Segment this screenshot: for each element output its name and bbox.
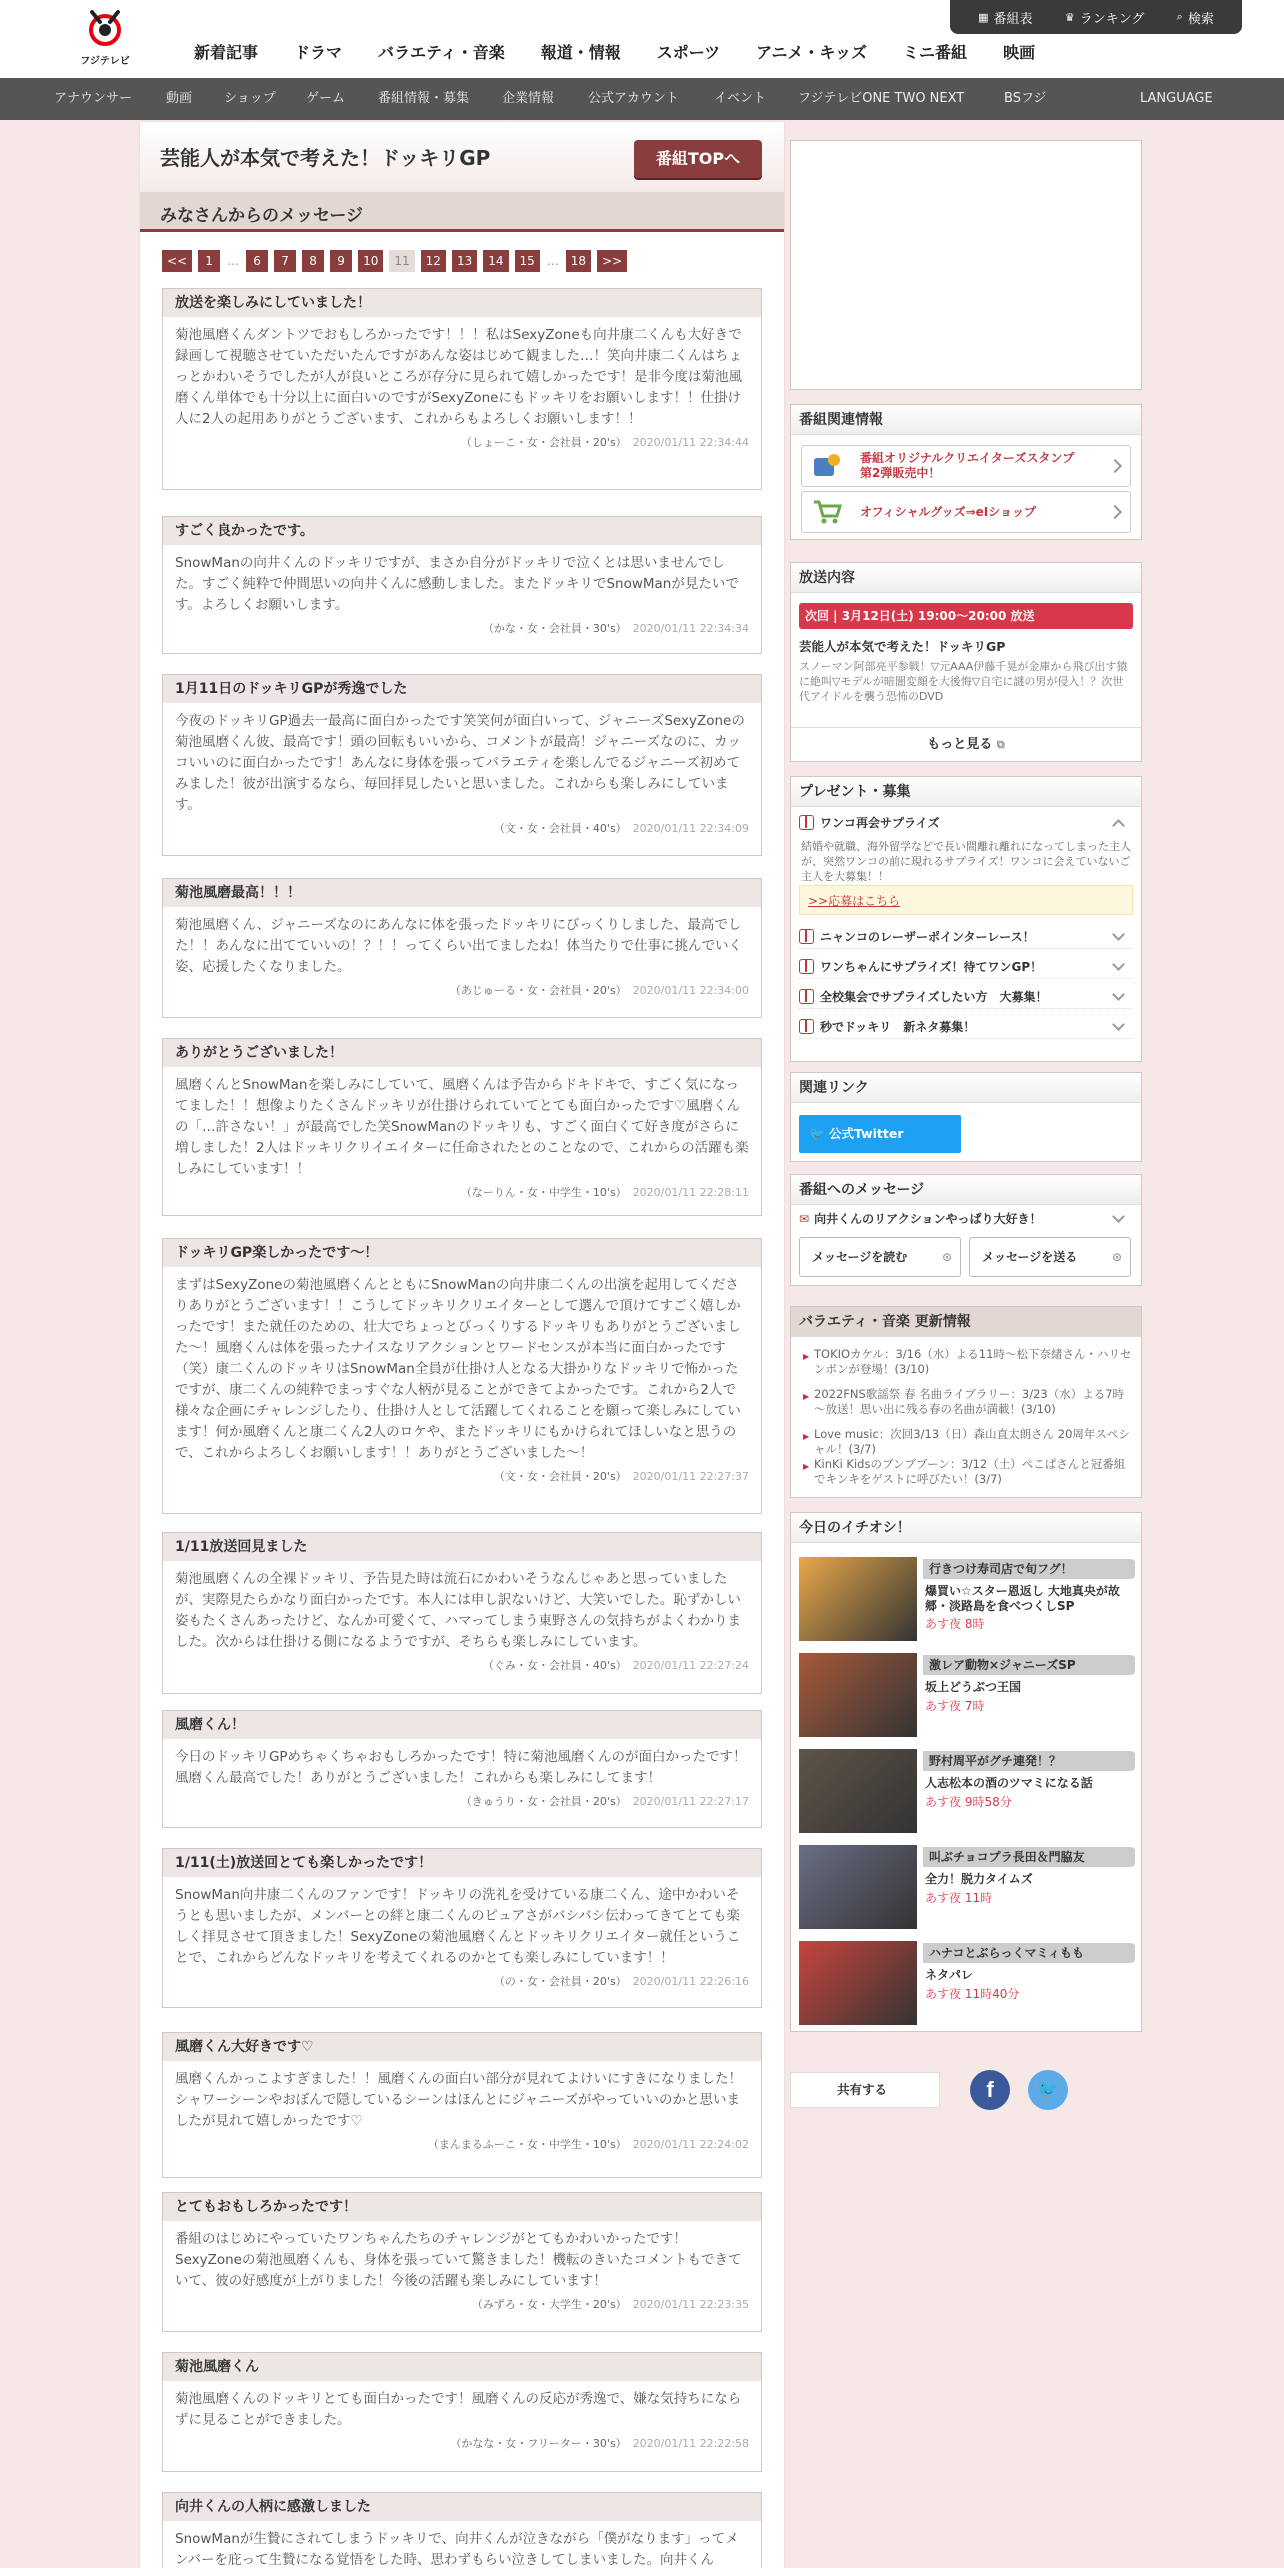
pager-link[interactable]: >> — [597, 250, 627, 272]
message-card — [162, 674, 762, 856]
mail-icon: ✉ — [799, 1212, 810, 1226]
message-body: 今夜のドッキリGP過去一最高に面白かったです笑笑何が面白いって、ジャニーズSexyZoneの菊池風磨くん彼、最高です！頭の回転もいいから、コメントが最高！ジャニーズなのに、カッコいいのに面白かったです！あんなに身体を張ってバラエティを楽しんでるジャニーズ初めてみました！彼が出演するなら、毎回拝見したいと思いました。これからも楽しみにしています。 — [175, 713, 745, 813]
present-apply-link[interactable]: >>応募はこちら — [799, 885, 1133, 915]
message-author: （みずろ・女・大学生・20's） — [471, 2298, 627, 2311]
message-meta — [163, 2431, 761, 2459]
subnav-language[interactable]: LANGUAGE — [1140, 91, 1213, 106]
onair-description: スノーマン阿部亮平参戦！▽元AAA伊藤千晃が金庫から飛び出す猿に絶叫▽モデルが暗闇変顔を大後悔▽自宅に謎の男が侵入！？次世代アイドルを襲う恐怖のDVD — [799, 660, 1128, 703]
send-message-button[interactable] — [969, 1237, 1131, 1277]
message-title: 風磨くん！ — [163, 1711, 761, 1739]
message-title: 1月11日のドッキリGPが秀逸でした — [163, 675, 761, 703]
pick-title: 今日のイチオシ！ — [791, 1513, 1141, 1543]
present-item-label: 秒でドッキリ 新ネタ募集！ — [820, 1020, 976, 1034]
message-meta — [163, 1789, 761, 1817]
program-title: 芸能人が本気で考えた！ドッキリGP — [160, 146, 491, 170]
message-date: 2020/01/11 22:27:37 — [632, 1470, 749, 1483]
chevron-up-icon — [1112, 819, 1125, 832]
onair-more-label: もっと見る — [927, 737, 993, 752]
pager-link[interactable]: 1 — [198, 250, 220, 272]
pick-tag: ハナコとぶらっくマミィもも — [923, 1943, 1135, 1963]
variety-updates-title: バラエティ・音楽 更新情報 — [791, 1307, 1141, 1337]
message-card — [162, 516, 762, 654]
nav-news-info[interactable]: 報道・情報 — [540, 43, 621, 62]
related-info-title: 番組関連情報 — [791, 405, 1141, 435]
message-meta — [163, 1969, 761, 1997]
message-title: 1/11放送回見ました — [163, 1533, 761, 1561]
sub-nav — [0, 78, 1284, 120]
related-info-box — [790, 404, 1142, 540]
variety-updates-box — [790, 1306, 1142, 1498]
update-item[interactable] — [803, 1427, 1133, 1457]
twitter-bird-icon: 🐦 — [809, 1126, 825, 1141]
message-card — [162, 1848, 762, 2008]
pager-link[interactable]: 9 — [330, 250, 352, 272]
grid-icon: ▦ — [978, 10, 989, 24]
message-author: （文・女・会社員・20's） — [493, 1470, 627, 1483]
message-body: まずはSexyZoneの菊池風磨くんとともにSnowManの向井康二くんの出演を起用してくださりありがとうございます！！こうしてドッキリクリエイターとして選んで頂けてすごく嬉しかったです！また就任のための、壮大でちょっとびっくりするドッキリもありがとうございました～！風磨くんは体を張ったナイスなリアクションとワードセンスが本当に面白かったです（笑）康二くんのドッキリはSnowMan全員が仕掛け人となる大掛かりなドッキリで怖かったですが、康二くんの純粋でまっすぐな人柄が見ることができてよかったです。これから2人で様々な企画にチャレンジしたり、仕掛け人として活躍してくれることを願って楽しみにしています！何か風磨くんと康二くん2人のロケや、またドッキリにもかけられてほしいなと思うので、これからよろしくお願いします！！ありがとうございました～！ — [175, 1277, 741, 1461]
pick-thumbnail — [799, 1653, 917, 1737]
stamp-icon — [812, 452, 842, 480]
subnav-events[interactable]: イベント — [714, 91, 767, 106]
message-meta — [163, 616, 761, 644]
goods-banner[interactable] — [801, 491, 1131, 533]
pager-link[interactable]: << — [162, 250, 192, 272]
pager-link[interactable]: 8 — [302, 250, 324, 272]
fujitv-logo[interactable] — [72, 8, 138, 70]
message-title: 1/11(土)放送回とても楽しかったです！ — [163, 1849, 761, 1877]
pick-item[interactable] — [799, 1941, 1135, 2039]
pick-tag: 野村周平がグチ連発！？ — [923, 1751, 1135, 1771]
tv-schedule-label: 番組表 — [993, 11, 1033, 27]
arrow-circle-icon: ⊙ — [941, 1250, 952, 1264]
message-body: 番組のはじめにやっていたワンちゃんたちのチャレンジがとてもかわいかったです！SexyZoneの菊池風磨くんも、身体を張っていて驚きました！機転のきいたコメントもできていて、彼の好感度が上がりました！今後の活躍も楽しみにしています！ — [175, 2231, 742, 2289]
pick-time: あす夜 9時58分 — [925, 1795, 1012, 1809]
message-card — [162, 2192, 762, 2332]
pick-box — [790, 1512, 1142, 2032]
message-title: とてもおもしろかったです！ — [163, 2193, 761, 2221]
pager-link[interactable]: 6 — [246, 250, 268, 272]
message-preview-row[interactable] — [799, 1207, 1133, 1231]
program-top-button[interactable]: 番組TOPへ — [634, 140, 762, 178]
crown-icon: ♛ — [1064, 10, 1075, 24]
pager-link[interactable]: 7 — [274, 250, 296, 272]
message-meta — [163, 816, 761, 844]
message-meta — [163, 2132, 761, 2160]
message-body: 菊池風磨くん、ジャニーズなのにあんなに体を張ったドッキリにびっくりしました、最高でした！！あんなに出てていいの！？！！ってくらい出てましたね！体当たりで仕事に挑んでいく姿、応援したくなりました。 — [175, 917, 742, 975]
ranking-label: ランキング — [1079, 11, 1145, 27]
ad-slot — [790, 140, 1142, 390]
message-body: 菊池風磨くんダントツでおもしろかったです！！！私はSexyZoneも向井康二くんも大好きで録画して視聴させていただいたんですがあんな姿はじめて観ました…！笑向井康二くんはちょっとかわいそうでしたが人が良いところが存分に見られて嬉しかったです！是非今度は菊池風磨くん単体でも十分以上に面白いのですがSexyZoneにもドッキリをお願いします！！仕掛け人に2人の起用ありがとうございます、これからもよろしくお願いします！！ — [175, 327, 742, 427]
logo-mark-icon — [86, 8, 124, 46]
message-date: 2020/01/11 22:26:16 — [632, 1975, 749, 1988]
gift-icon — [799, 929, 814, 944]
message-card — [162, 878, 762, 1018]
message-date: 2020/01/11 22:34:00 — [632, 984, 749, 997]
pick-item[interactable] — [799, 1749, 1135, 1847]
pick-title-text: 人志松本の酒のツマミになる話 — [925, 1776, 1093, 1790]
pick-item[interactable] — [799, 1557, 1135, 1655]
read-messages-button[interactable] — [799, 1237, 961, 1277]
message-body: SnowManの向井くんのドッキリですが、まさか自分がドッキリで泣くとは思いませんでした。すごく純粋で仲間思いの向井くんに感動しました。またドッキリでSnowManが見たいです。よろしくお願いします。 — [175, 555, 739, 613]
subnav-game[interactable]: ゲーム — [306, 91, 346, 106]
message-title: 菊池風磨最高！！！ — [163, 879, 761, 907]
subnav-shop[interactable]: ショップ — [224, 91, 276, 106]
pick-tag: 激レア動物×ジャニーズSP — [923, 1655, 1135, 1675]
message-date: 2020/01/11 22:23:35 — [632, 2298, 749, 2311]
present-item[interactable] — [799, 1015, 1133, 1039]
present-item-open[interactable] — [799, 811, 1133, 835]
pagination — [162, 250, 627, 272]
message-meta — [163, 1180, 761, 1208]
site-header — [0, 0, 1284, 78]
present-item[interactable] — [799, 925, 1133, 949]
subnav-one-two-next[interactable]: フジテレビONE TWO NEXT — [798, 91, 965, 106]
pager-current: 11 — [389, 250, 414, 272]
onair-more-button[interactable] — [791, 727, 1141, 761]
pick-time: あす夜 11時40分 — [925, 1987, 1020, 2001]
pager-link[interactable]: 15 — [515, 250, 540, 272]
present-open-description: 結婚や就職、海外留学などで長い間離れ離れになってしまった主人が、突然ワンコの前に現れるサプライズ！ワンコに会えていないご主人を大募集！！ — [801, 840, 1131, 883]
twitter-button[interactable] — [799, 1115, 961, 1153]
message-title: 放送を楽しみにしていました！ — [163, 289, 761, 317]
present-title: プレゼント・募集 — [791, 777, 1141, 807]
message-card — [162, 1532, 762, 1694]
pick-time: あす夜 8時 — [925, 1617, 985, 1631]
chevron-down-icon — [1112, 1210, 1125, 1223]
subnav-corporate[interactable]: 企業情報 — [502, 91, 555, 106]
search-link[interactable] — [1177, 8, 1214, 27]
nav-anime-kids[interactable]: アニメ・キッズ — [756, 43, 868, 62]
message-meta — [163, 2292, 761, 2320]
gift-icon — [799, 1019, 814, 1034]
present-item-label: ワンちゃんにサプライズ！待てワンGP！ — [820, 960, 1043, 974]
subnav-announcer[interactable]: アナウンサー — [54, 91, 133, 106]
message-body: 菊池風磨くんの全裸ドッキリ、予告見た時は流石にかわいそうなんじゃあと思っていましたが、実際見たらかなり面白かったです。本人には申し訳ないけど、大笑いでした。恥ずかしい姿もたくさんあったけど、なんか可愛くて、ハマってしまう東野さんの気持ちがよくわかりました。次からは仕掛ける側になるようですが、そちらも楽しみにしています。 — [175, 1571, 742, 1650]
stamp-banner-label: 番組オリジナルクリエイターズスタンプ 第2弾販売中！ — [860, 451, 1075, 480]
nav-new-articles[interactable]: 新着記事 — [194, 43, 259, 62]
pick-tag: 行きつけ寿司店で旬フグ！ — [923, 1559, 1135, 1579]
twitter-share-icon[interactable]: 🐦 — [1028, 2070, 1068, 2110]
search-icon: ⌕ — [1176, 10, 1183, 23]
pick-thumbnail — [799, 1749, 917, 1833]
read-messages-label: メッセージを読む — [812, 1250, 908, 1264]
present-box — [790, 776, 1142, 1062]
facebook-share-icon[interactable]: f — [970, 2070, 1010, 2110]
message-date: 2020/01/11 22:28:11 — [632, 1186, 749, 1199]
pick-title-text: 全力！脱力タイムズ — [925, 1872, 1033, 1886]
share-label: 共有する — [790, 2072, 940, 2108]
logo-text: フジテレビ — [80, 56, 130, 67]
message-card — [162, 2352, 762, 2472]
chevron-down-icon — [1112, 1018, 1125, 1031]
message-author: （の・女・会社員・20's） — [493, 1975, 627, 1988]
gift-icon — [799, 989, 814, 1004]
message-meta — [163, 978, 761, 1006]
subnav-video[interactable]: 動画 — [166, 91, 193, 106]
message-title: すごく良かったです。 — [163, 517, 761, 545]
pager-link[interactable]: 12 — [421, 250, 446, 272]
message-author: （なーりん・女・中学生・10's） — [460, 1186, 627, 1199]
pick-thumbnail — [799, 1845, 917, 1929]
message-meta — [163, 1464, 761, 1492]
message-meta — [163, 430, 761, 458]
program-message-title: 番組へのメッセージ — [791, 1175, 1141, 1205]
message-body: 風磨くんかっこよすぎました！！風磨くんの面白い部分が見れてよけいにすきになりました！シャワーシーンやおぼんで隠しているシーンはほんとにジャニーズがやっていいのかと思いましたが見れて嬉しかったです♡ — [175, 2071, 742, 2129]
pick-thumbnail — [799, 1557, 917, 1641]
message-author: （しょーこ・女・会社員・20's） — [460, 436, 627, 449]
pick-title-text: ネタパレ — [925, 1968, 973, 1982]
search-label: 検索 — [1187, 11, 1214, 27]
update-item[interactable] — [803, 1387, 1133, 1417]
cart-icon — [812, 498, 842, 526]
message-date: 2020/01/11 22:34:44 — [632, 436, 749, 449]
message-author: （ぐみ・女・会社員・40's） — [482, 1659, 627, 1672]
message-card — [162, 1710, 762, 1828]
message-author: （かなな・女・フリーター・30's） — [450, 2437, 627, 2450]
update-item[interactable] — [803, 1347, 1133, 1377]
message-date: 2020/01/11 22:34:09 — [632, 822, 749, 835]
message-title: 向井くんの人柄に感激しました — [163, 2493, 761, 2521]
nav-sports[interactable]: スポーツ — [656, 43, 721, 62]
messages-section-header — [140, 192, 784, 232]
present-item[interactable] — [799, 985, 1133, 1009]
message-card — [162, 1238, 762, 1514]
messages-section-title: みなさんからのメッセージ — [160, 206, 363, 226]
message-body: SnowManが生贄にされてしまうドッキリで、向井くんが泣きながら「僕がなります」ってメンバーを庇って生贄になる覚悟をした時、思わずもらい泣きしてしまいました。向井くん — [175, 2531, 739, 2568]
message-date: 2020/01/11 22:22:58 — [632, 2437, 749, 2450]
subnav-official-accounts[interactable]: 公式アカウント — [588, 91, 679, 106]
pick-item[interactable] — [799, 1653, 1135, 1751]
external-icon: ⧉ — [996, 738, 1005, 751]
message-preview-text: 向井くんのリアクションやっぱり大好き！ — [814, 1212, 1042, 1226]
pager-ellipsis: … — [546, 254, 559, 268]
program-message-box — [790, 1174, 1142, 1286]
pager-ellipsis: … — [227, 254, 240, 268]
subnav-bsfuji[interactable]: BSフジ — [1004, 91, 1047, 106]
stamp-banner[interactable] — [801, 445, 1131, 487]
pick-item[interactable] — [799, 1845, 1135, 1943]
message-card — [162, 1038, 762, 1216]
subnav-program-info[interactable]: 番組情報・募集 — [378, 91, 470, 106]
next-broadcast-badge: 次回 | 3月12日(土) 19:00～20:00 放送 — [799, 603, 1133, 629]
nav-mini-programs[interactable]: ミニ番組 — [903, 43, 968, 62]
message-body: 菊池風磨くんのドッキリとても面白かったです！風磨くんの反応が秀逸で、嫌な気持ちにならずに見ることができました。 — [175, 2391, 742, 2428]
pager-link[interactable]: 13 — [452, 250, 477, 272]
message-title: 風磨くん大好きです♡ — [163, 2033, 761, 2061]
tv-schedule-link[interactable] — [978, 8, 1032, 27]
nav-variety-music[interactable]: バラエティ・音楽 — [378, 43, 505, 62]
message-date: 2020/01/11 22:34:34 — [632, 622, 749, 635]
message-author: （まんまるふーこ・女・中学生・10's） — [427, 2138, 627, 2151]
message-title: ドッキリGP楽しかったです～！ — [163, 1239, 761, 1267]
update-text: ▶ 2022FNS歌謡祭 春 名曲ライブラリー：3/23（水）よる7時～放送！思い出に残る春の名曲が満載！(3/10) — [814, 1387, 1125, 1416]
pick-time: あす夜 7時 — [925, 1699, 985, 1713]
message-card — [162, 288, 762, 490]
message-title: ありがとうございました！ — [163, 1039, 761, 1067]
pick-title-text: 爆買い☆スター恩返し 大地真央が故郷・淡路島を食べつくしSP — [925, 1584, 1120, 1613]
message-body: 風磨くんとSnowManを楽しみにしていて、風磨くんは予告からドキドキで、すごく気になってました！！想像よりたくさんドッキリが仕掛けられていてとても面白かったです♡風磨くんの「…許さない！」が最高でした笑SnowManのドッキリも、すごく面白くて好き度がさらに増しました！2人はドッキリクリイエイターに任命されたとのことなので、これからの活躍も楽しみにしています！！ — [175, 1077, 749, 1177]
nav-movies[interactable]: 映画 — [1003, 43, 1036, 62]
message-author: （きゅうり・女・会社員・20's） — [460, 1795, 627, 1808]
chevron-right-icon — [1108, 505, 1122, 519]
gift-icon — [799, 959, 814, 974]
present-item-label: 全校集会でサプライズしたい方 大募集！ — [820, 990, 1048, 1004]
program-title-bar — [140, 122, 784, 192]
present-open-label: ワンコ再会サプライズ — [820, 816, 940, 830]
message-date: 2020/01/11 22:24:02 — [632, 2138, 749, 2151]
chevron-right-icon — [1108, 459, 1122, 473]
message-body: SnowMan向井康二くんのファンです！ドッキリの洗礼を受けている康二くん、途中かわいそうとも思いましたが、メンバーとの絆と康二くんのピュアさがバシバシ伝わってきてとても楽しく拝見させて頂きました！SexyZoneの菊池風磨くんとドッキリクリエイター就任ということで、これからどんなドッキリを考えてくれるのかとても楽しみにしています！！ — [175, 1887, 741, 1966]
gift-icon — [799, 815, 814, 830]
top-utility-bar — [950, 0, 1242, 34]
message-body: 今日のドッキリGPめちゃくちゃおもしろかったです！特に菊池風磨くんのが面白かったです！風磨くん最高でした！ありがとうございました！これからも楽しみにしてます！ — [175, 1749, 747, 1786]
main-nav — [176, 40, 1053, 63]
nav-drama[interactable]: ドラマ — [294, 43, 343, 62]
pick-time: あす夜 11時 — [925, 1891, 993, 1905]
related-links-title: 関連リンク — [791, 1073, 1141, 1103]
message-date: 2020/01/11 22:27:17 — [632, 1795, 749, 1808]
chevron-down-icon — [1112, 958, 1125, 971]
message-title: 菊池風磨くん — [163, 2353, 761, 2381]
onair-program-name: 芸能人が本気で考えた！ドッキリGP — [799, 639, 1006, 654]
chevron-down-icon — [1112, 928, 1125, 941]
message-author: （かな・女・会社員・30's） — [482, 622, 627, 635]
onair-title: 放送内容 — [791, 563, 1141, 593]
chevron-down-icon — [1112, 988, 1125, 1001]
twitter-button-label: 公式Twitter — [828, 1126, 904, 1141]
message-author: （文・女・会社員・40's） — [493, 822, 627, 835]
update-text: ▶ KinKi Kidsのブンブブーン：3/12（土）ぺこぱさんと冠番組でキンキをゲストに呼びたい！(3/7) — [814, 1457, 1126, 1486]
ranking-link[interactable] — [1065, 8, 1145, 27]
arrow-circle-icon: ⊙ — [1111, 1250, 1122, 1264]
message-card — [162, 2032, 762, 2178]
main-content — [140, 122, 784, 2568]
pick-thumbnail — [799, 1941, 917, 2025]
present-item-label: ニャンコのレーザーポインターレース！ — [820, 930, 1035, 944]
message-card — [162, 2492, 762, 2568]
pick-title-text: 坂上どうぶつ王国 — [925, 1680, 1022, 1694]
update-item[interactable] — [803, 1457, 1133, 1487]
pager-link[interactable]: 14 — [483, 250, 508, 272]
message-meta — [163, 1653, 761, 1681]
related-links-box — [790, 1072, 1142, 1162]
pager-link[interactable]: 10 — [358, 250, 383, 272]
update-text: ▶ TOKIOカケル：3/16（水）よる11時～松下奈緒さん・ハリセンボンが登場！(3/10) — [814, 1347, 1132, 1376]
send-message-label: メッセージを送る — [982, 1250, 1078, 1264]
present-item[interactable] — [799, 955, 1133, 979]
message-date: 2020/01/11 22:27:24 — [632, 1659, 749, 1672]
onair-box — [790, 562, 1142, 762]
goods-banner-label: オフィシャルグッズ⇒eIショップ — [860, 505, 1037, 519]
update-text: ▶ Love music：次回3/13（日）森山直太朗さん 20周年スペシャル！(3/7) — [814, 1427, 1130, 1456]
pager-link[interactable]: 18 — [566, 250, 591, 272]
pick-tag: 叫ぶチョコプラ長田＆門脇友 — [923, 1847, 1135, 1867]
message-author: （あじゅーる・女・会社員・20's） — [449, 984, 627, 997]
